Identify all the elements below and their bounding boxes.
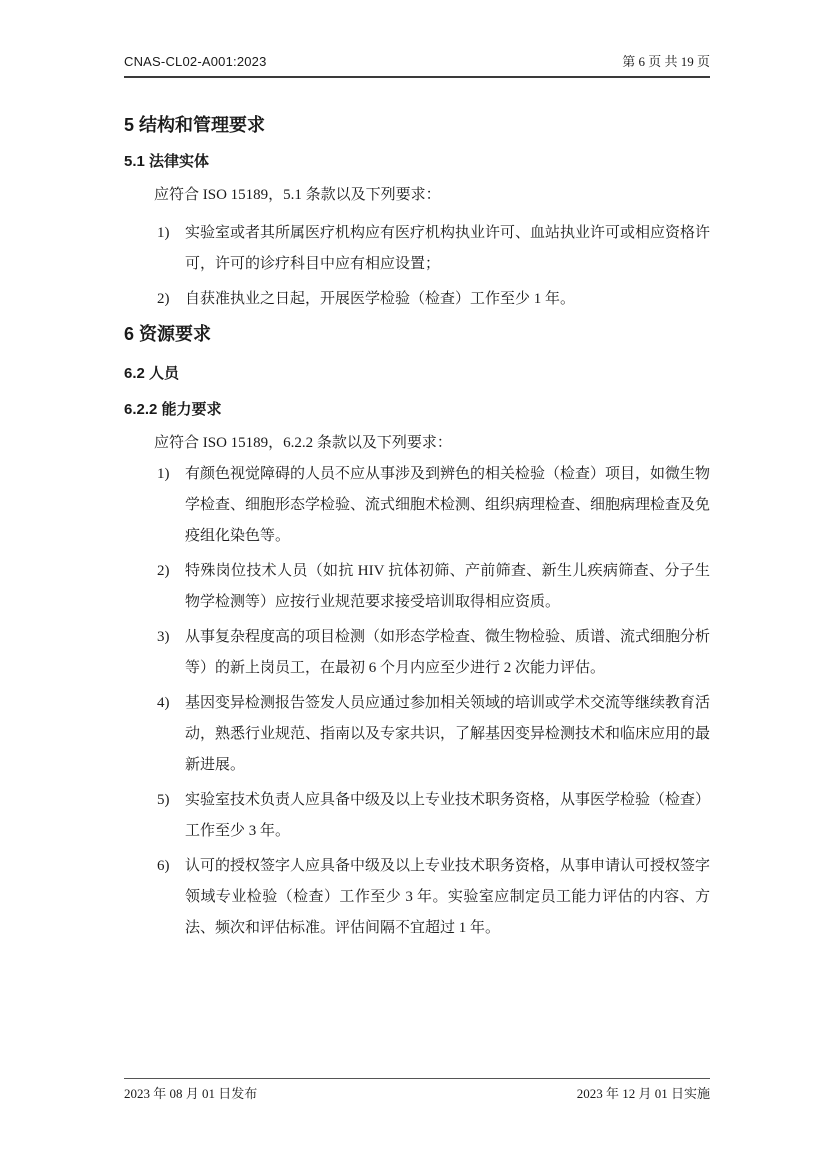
list-item-number: 1) — [157, 466, 170, 482]
list-item-text: 实验室或者其所属医疗机构应有医疗机构执业许可、血站执业许可或相应资格许可，许可的诊疗科目中应有相应设置； — [185, 225, 711, 272]
list-item-number: 1) — [157, 225, 170, 241]
section-6-title: 6 资源要求 — [124, 324, 212, 344]
list-item-text: 从事复杂程度高的项目检测（如形态学检查、微生物检验、质谱、流式细胞分析等）的新上岗员工，在最初 6 个月内应至少进行 2 次能力评估。 — [185, 629, 711, 676]
list-item-text: 基因变异检测报告签发人员应通过参加相关领域的培训或学术交流等继续教育活动，熟悉行业规范、指南以及专家共识，了解基因变异检测技术和临床应用的最新进展。 — [185, 695, 711, 773]
section-6-2-2-intro: 应符合 ISO 15189，6.2.2 条款以及下列要求： — [154, 435, 452, 451]
list-item — [157, 218, 710, 280]
list-item-number: 4) — [157, 695, 170, 711]
list-item-text: 实验室技术负责人应具备中级及以上专业技术职务资格，从事医学检验（检查）工作至少 3 年。 — [185, 792, 711, 839]
list-item-number: 3) — [157, 629, 170, 645]
page-header — [124, 54, 710, 78]
section-5-1-list — [124, 218, 710, 315]
section-6-2-2-list — [124, 459, 710, 944]
list-item-text: 特殊岗位技术人员（如抗 HIV 抗体初筛、产前筛查、新生儿疾病筛查、分子生物学检测等）应按行业规范要求接受培训取得相应资质。 — [185, 563, 710, 610]
page-footer — [124, 1078, 710, 1102]
implement-date: 2023 年 12 月 01 日实施 — [576, 1086, 710, 1101]
publish-date: 2023 年 08 月 01 日发布 — [124, 1086, 258, 1101]
list-item — [157, 556, 710, 618]
list-item-text: 自获准执业之日起，开展医学检验（检查）工作至少 1 年。 — [185, 291, 576, 307]
list-item — [157, 688, 710, 781]
section-5-1-title: 5.1 法律实体 — [124, 153, 210, 170]
list-item-number: 5) — [157, 792, 170, 808]
list-item — [157, 785, 710, 847]
document-code: CNAS-CL02-A001:2023 — [124, 54, 267, 69]
list-item — [157, 459, 710, 552]
section-6-2-title: 6.2 人员 — [124, 365, 180, 382]
section-6-2-2-title: 6.2.2 能力要求 — [124, 401, 222, 418]
list-item-number: 2) — [157, 291, 170, 307]
document-body — [124, 78, 710, 948]
list-item-text: 有颜色视觉障碍的人员不应从事涉及到辨色的相关检验（检查）项目，如微生物学检查、细胞形态学检验、流式细胞术检测、组织病理检查、细胞病理检查及免疫组化染色等。 — [185, 466, 711, 544]
list-item — [157, 622, 710, 684]
list-item-number: 6) — [157, 858, 170, 874]
page-number: 第 6 页 共 19 页 — [622, 54, 710, 69]
list-item-number: 2) — [157, 563, 170, 579]
list-item — [157, 851, 710, 944]
section-5-1-intro: 应符合 ISO 15189，5.1 条款以及下列要求： — [154, 187, 441, 203]
list-item-text: 认可的授权签字人应具备中级及以上专业技术职务资格，从事申请认可授权签字领域专业检验（检查）工作至少 3 年。实验室应制定员工能力评估的内容、方法、频次和评估标准。评估间隔不宜超过 1 年。 — [185, 858, 711, 936]
list-item — [157, 284, 710, 315]
section-5-title: 5 结构和管理要求 — [124, 115, 266, 135]
